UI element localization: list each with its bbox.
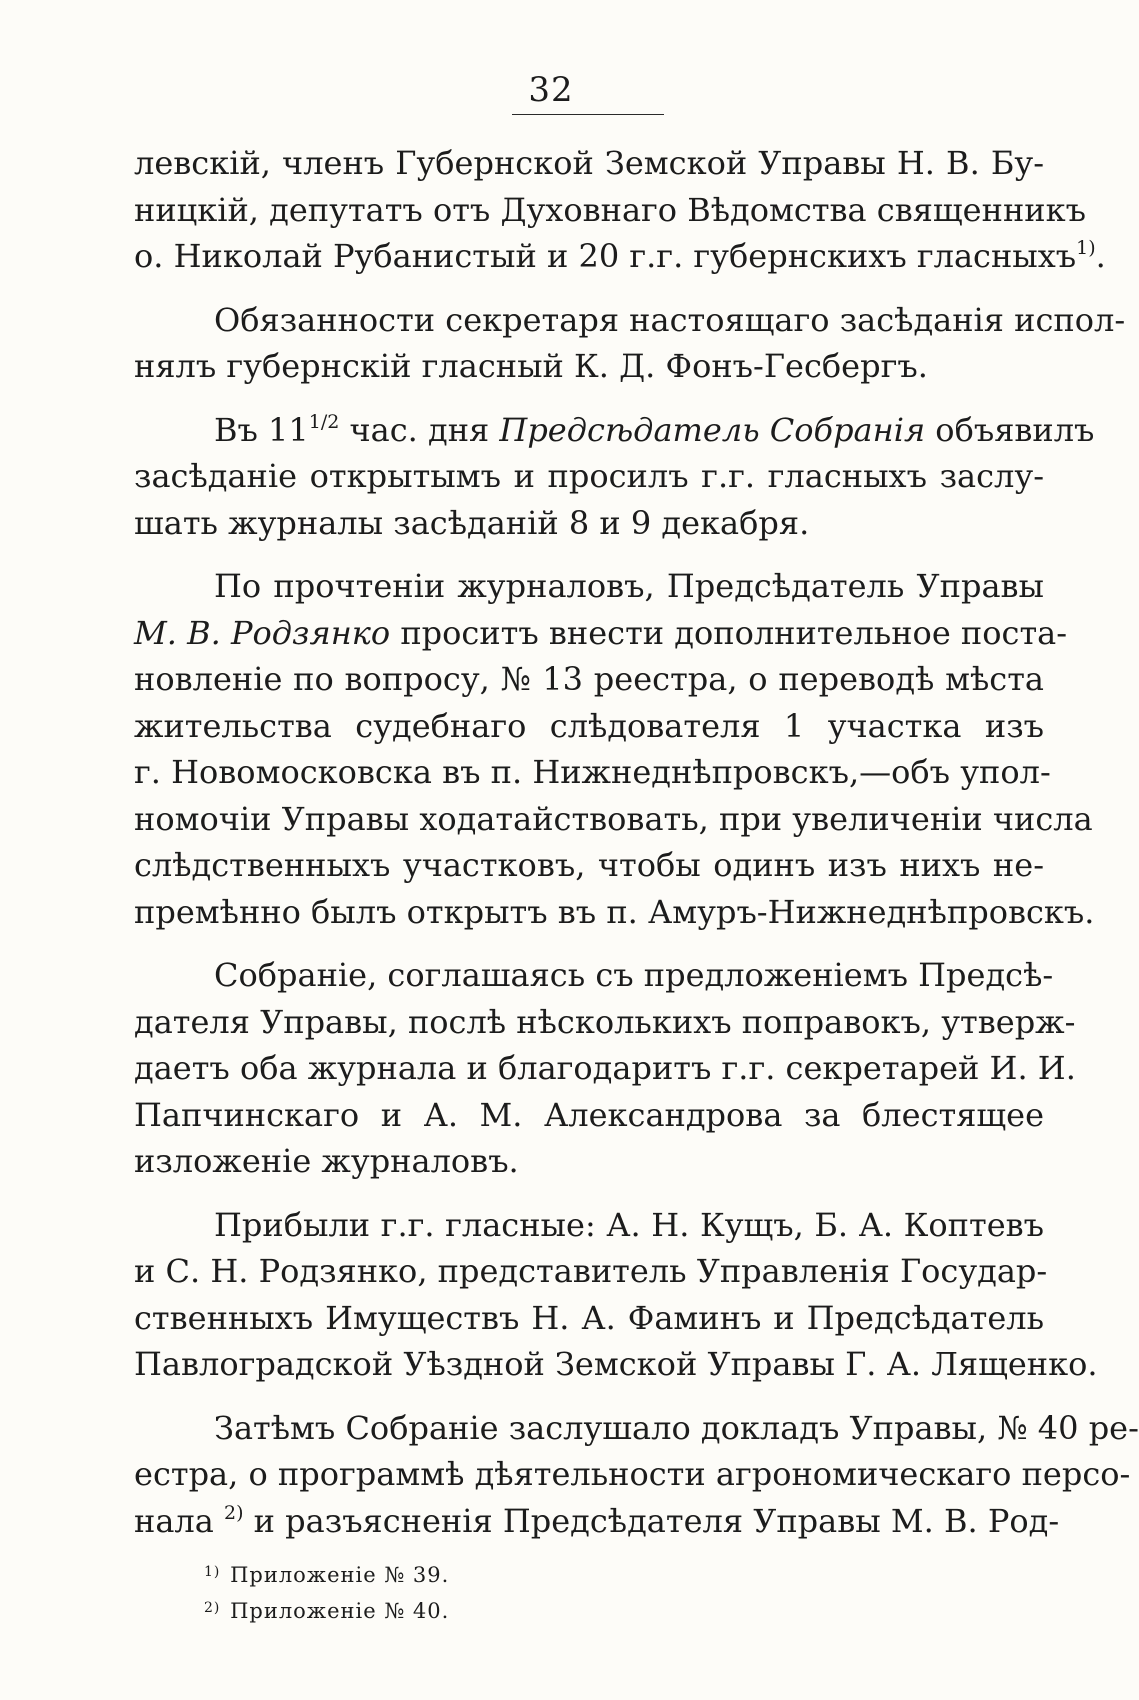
text-line	[134, 1498, 1060, 1545]
line-text: проситъ внести дополнительное поста-	[390, 613, 1068, 652]
text-line: г. Новомосковска въ п. Нижнеднѣпровскъ,—объ упол-	[134, 753, 1051, 791]
line-text: час. дня	[339, 410, 500, 449]
header-rule	[512, 114, 664, 115]
footnote	[204, 1556, 449, 1592]
page-number: 32	[528, 70, 574, 110]
text-line	[134, 610, 1068, 657]
text-line: Собраніе, соглашаясь съ предложеніемъ Предсѣ-	[214, 956, 1054, 994]
paragraph	[134, 1202, 1098, 1388]
text-line: премѣнно былъ открытъ въ п. Амуръ-Нижнеднѣпровскъ.	[134, 892, 1095, 931]
body-text	[134, 140, 1139, 1544]
text-line: номочіи Управы ходатайствовать, при увеличеніи числа	[134, 799, 1093, 838]
text-line: Затѣмъ Собраніе заслушало докладъ Управы, № 40 ре-	[214, 1408, 1139, 1447]
text-line: левскій, членъ Губернской Земской Управы Н. В. Бу-	[134, 144, 1044, 182]
text-line: слѣдственныхъ участковъ, чтобы одинъ изъ нихъ не-	[134, 846, 1044, 884]
line-text: объявилъ	[925, 410, 1095, 449]
text-line: Павлоградской Уѣздной Земской Управы Г. А. Лященко.	[134, 1345, 1098, 1383]
text-line: даетъ оба журнала и благодаритъ г.г. секретарей И. И.	[134, 1049, 1076, 1087]
paragraph	[134, 407, 1095, 547]
text-line: По прочтеніи журналовъ, Предсѣдатель Управы	[214, 567, 1044, 605]
italic-text: Предсѣдатель Собранія	[499, 410, 926, 449]
paragraph	[134, 297, 1126, 390]
footnote-ref: 1)	[1076, 237, 1096, 259]
text-line: Папчинскаго и А. М. Александрова за блестящее	[134, 1095, 1044, 1134]
text-line: естра, о программѣ дѣятельности агрономическаго персо-	[134, 1455, 1131, 1493]
text-line: шать журналы засѣданій 8 и 9 декабря.	[134, 503, 810, 542]
footnote-text: Приложеніе № 40.	[230, 1599, 450, 1623]
paragraph	[134, 140, 1106, 280]
italic-text: М. В. Родзянко	[134, 613, 391, 652]
text-line: и С. Н. Родзянко, представитель Управленія Государ-	[134, 1252, 1048, 1290]
paragraph	[134, 1405, 1139, 1545]
text-line: Обязанности секретаря настоящаго засѣданія испол-	[214, 300, 1126, 339]
line-text: и разъясненія Предсѣдателя Управы М. В. Род-	[243, 1501, 1060, 1540]
footnotes	[204, 1556, 449, 1628]
text-line: новленіе по вопросу, № 13 реестра, о переводѣ мѣста	[134, 660, 1044, 698]
footnote-mark: 2)	[204, 1600, 221, 1616]
footnote	[204, 1592, 449, 1628]
text-line: жительства судебнаго слѣдователя 1 участка изъ	[134, 706, 1044, 745]
text-line: изложеніе журналовъ.	[134, 1142, 519, 1180]
footnote-ref: 2)	[223, 1501, 244, 1524]
line-text: Въ 11	[214, 410, 309, 449]
footnote-mark: 1)	[204, 1564, 221, 1580]
footnote-text: Приложеніе № 39.	[230, 1563, 450, 1587]
text-line: засѣданіе открытымъ и просилъ г.г. гласныхъ заслу-	[134, 457, 1044, 495]
text-line: ницкій, депутатъ отъ Духовнаго Вѣдомства священникъ	[134, 190, 1086, 229]
text-line: ственныхъ Имуществъ Н. А. Фаминъ и Предсѣдатель	[134, 1298, 1044, 1337]
fraction: 1/2	[308, 410, 340, 433]
text-line: о. Николай Рубанистый и 20 г.г. губернскихъ гласныхъ$^{1)}$.	[134, 237, 1106, 275]
text-line: Прибыли г.г. гласные: А. Н. Кущъ, Б. А. Коптевъ	[214, 1205, 1044, 1244]
paragraph	[134, 563, 1095, 935]
line-text: нала	[134, 1501, 224, 1540]
line-text: о. Николай Рубанистый и 20 г.г. губернскихъ гласныхъ	[134, 237, 1077, 275]
text-line: нялъ губернскій гласный К. Д. Фонъ-Гесбергъ.	[134, 347, 928, 385]
text-line: дателя Управы, послѣ нѣсколькихъ поправокъ, утверж-	[134, 1002, 1076, 1041]
paragraph	[134, 952, 1076, 1185]
text-line	[134, 407, 1095, 454]
